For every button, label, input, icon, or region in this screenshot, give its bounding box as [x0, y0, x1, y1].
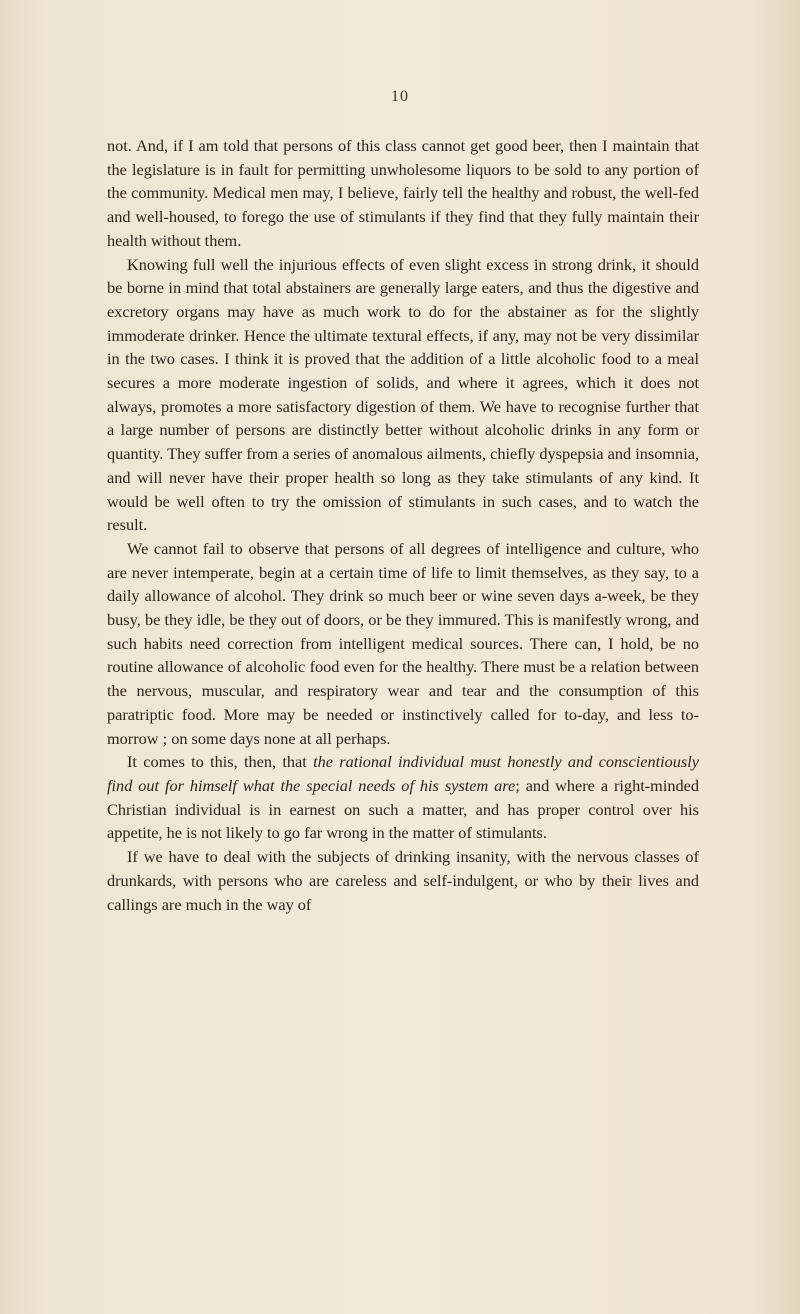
page-number: 10: [391, 88, 409, 105]
paragraph-4-lead: It comes to this, then, that: [127, 752, 314, 772]
paragraph-1: not. And, if I am told that persons of this class cannot get good beer, then I maintain that the legislature is in fault for permitting unwholesome liquors to be sold to any portion of the community. Medical men may, I believe, fairly tell the healthy and robust, the well-fed and well-housed, to forego the use of stimulants if they find that they fully maintain their health without them.: [107, 136, 699, 250]
paragraph-4: [107, 750, 699, 845]
paragraph-5: If we have to deal with the subjects of drinking insanity, with the nervous classes of drunkards, with persons who are careless and self-indulgent, or who by their lives and callings are much in the way of: [107, 847, 699, 914]
paragraph-2: Knowing full well the injurious effects of even slight excess in strong drink, it should be borne in mind that total abstainers are generally large eaters, and thus the digestive and excretory organs may have as much work to do for the abstainer as for the slightly immoderate drinker. Hence the ultimate textural effects, if any, may not be very dissimilar in the two cases. I think it is proved that the addition of a little alcoholic food to a meal secures a more moderate ingestion of solids, and where it agrees, which it does not always, promotes a more satisfactory digestion of them. We have to recognise further that a large number of persons are distinctly better without alcoholic drinks in any form or quantity. They suffer from a series of anomalous ailments, chiefly dyspepsia and insomnia, and will never have their proper health so long as they take stimulants of any kind. It would be well often to try the omission of stimulants in such cases, and to watch the result.: [107, 254, 700, 535]
paragraph-4-tail: ; and where a right-minded Christian individual is in earnest on such a matter, and has proper control over his appetite, he is not likely to go far wrong in the matter of stimulants.: [107, 775, 699, 843]
paragraph-4-italic: the rational individual must honestly and conscientiously find out for himself what the special needs of his system are: [107, 752, 699, 795]
body-text: [107, 134, 699, 916]
paragraph-3: We cannot fail to observe that persons of all degrees of intelligence and culture, who are never intemperate, begin at a certain time of life to limit themselves, as they say, to a daily allowance of alcohol. They drink so much beer or wine seven days a-week, be they busy, be they idle, be they out of doors, or be they immured. This is manifestly wrong, and such habits need correction from intelligent medical sources. There can, I hold, be no routine allowance of alcoholic food even for the healthy. There must be a relation between the nervous, muscular, and respiratory wear and tear and the consumption of this paratriptic food. More may be needed or instinctively called for to-day, and less to-morrow ; on some days none at all perhaps.: [107, 538, 699, 748]
